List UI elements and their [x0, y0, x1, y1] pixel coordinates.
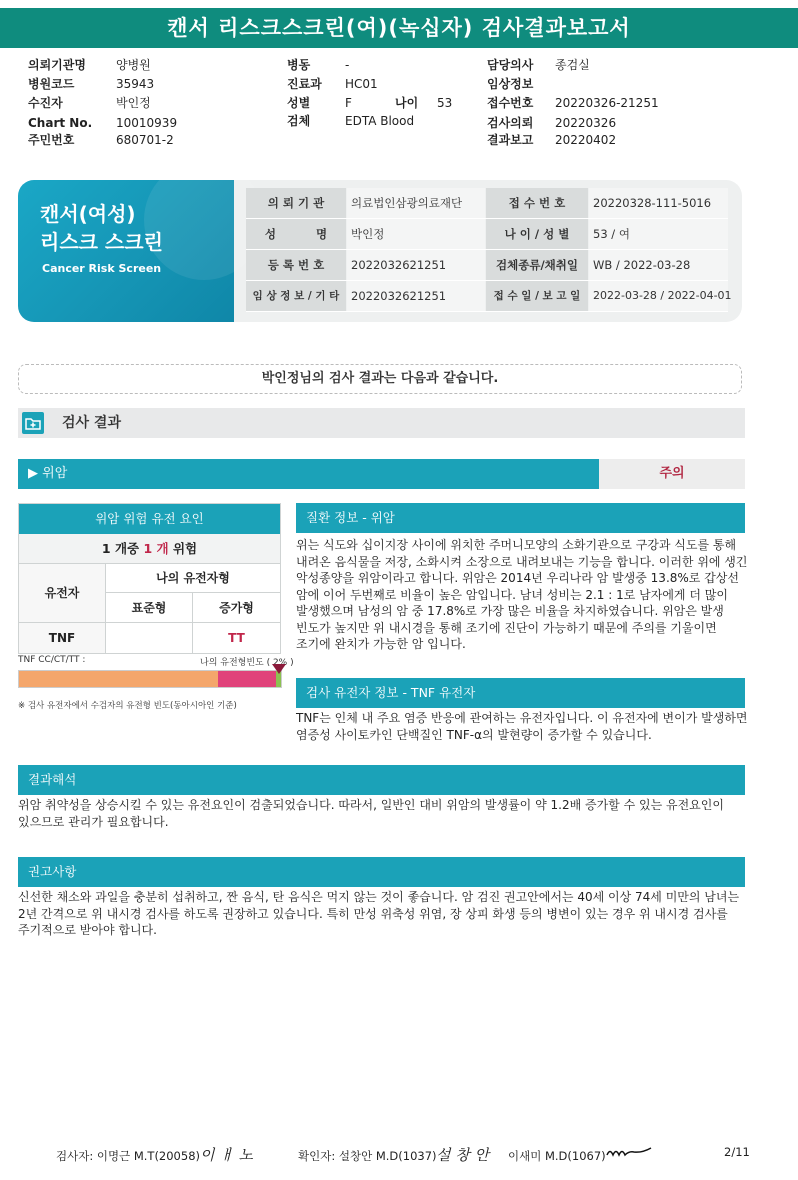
banner-title-line2: 리스크 스크린 — [40, 230, 163, 254]
standard-value-cell — [106, 623, 193, 653]
header-value: 20220326 — [555, 116, 617, 130]
my-frequency-label: 나의 유전형빈도 ( 2% ) — [200, 658, 294, 668]
gene-count-value: 1 개 — [143, 541, 169, 556]
banner-key: 검체종류/채취일 — [486, 250, 588, 280]
frequency-bar — [18, 670, 282, 688]
banner-value: 2022032621251 — [347, 281, 485, 311]
header-label: 담당의사 — [487, 58, 534, 72]
header-label: 진료과 — [287, 77, 322, 91]
summary-box: 박인정님의 검사 결과는 다음과 같습니다. — [18, 364, 742, 394]
frequency-note: ※ 검사 유전자에서 수검자의 유전형 빈도(동아시아인 기준) — [18, 701, 237, 711]
header-value: - — [345, 58, 350, 72]
gene-info-header: 검사 유전자 정보 - TNF 유전자 — [296, 678, 745, 708]
banner-subtitle: Cancer Risk Screen — [42, 262, 162, 275]
banner-key: 임 상 정 보 / 기 타 — [246, 281, 346, 311]
recommendation-header: 권고사항 — [18, 857, 745, 887]
cancer-name-bar: ▶ 위암 — [18, 459, 599, 489]
disease-line: 암에 이어 두번째로 비율이 높은 암입니다. 남녀 성비는 2.1 : 1로 남자에게 더 많이 — [296, 587, 728, 602]
interpretation-header: 결과해석 — [18, 765, 745, 795]
recommendation-text — [18, 889, 753, 939]
header-col2 — [287, 56, 487, 136]
recommendation-line: 2년 간격으로 위 내시경 검사를 하도록 권장하고 있습니다. 특히 만성 위축성 위염, 장 상피 화생 등의 병변이 있는 경우 위 내시경 검사를 — [18, 906, 728, 921]
interpretation-text — [18, 797, 753, 830]
header-label: 결과보고 — [487, 133, 534, 147]
col-standard-header: 표준형 — [106, 593, 193, 623]
gene-table-title: 위암 위험 유전 요인 — [19, 504, 280, 534]
header-col1 — [28, 56, 228, 148]
gene-risk-table — [18, 503, 281, 654]
frequency-segment-cc — [19, 671, 218, 687]
gene-info-line: 염증성 사이토카인 단백질인 TNF-α의 발현량이 증가할 수 있습니다. — [296, 727, 652, 742]
header-label: 검체 — [287, 114, 311, 128]
disease-info-header: 질환 정보 - 위암 — [296, 503, 745, 533]
header-value: HC01 — [345, 77, 378, 91]
section-title: 검사 결과 — [62, 415, 121, 431]
banner-key: 등 록 번 호 — [246, 250, 346, 280]
gene-count — [19, 534, 280, 564]
banner-brand — [18, 180, 234, 322]
folder-plus-icon — [22, 412, 44, 434]
gene-info-text — [296, 710, 756, 743]
disease-line: 내려온 음식물을 저장, 소화시켜 소장으로 내려보내는 기능을 합니다. 이러한 위에 생긴 — [296, 554, 748, 569]
disease-line: 빈도가 높지만 위 내시경을 통해 조기에 진단이 가능하기 때문에 주의를 기울이면 — [296, 620, 717, 635]
header-value: 35943 — [116, 77, 155, 91]
frequency-marker-icon — [272, 664, 286, 674]
disease-line: 조기에 완치가 가능한 암 입니다. — [296, 637, 466, 651]
disease-line: 위는 식도와 십이지장 사이에 위치한 주머니모양의 소화기관으로 구강과 식도를 통해 — [296, 538, 737, 552]
banner-value: 박인정 — [347, 219, 485, 249]
header-label: 임상정보 — [487, 77, 534, 91]
header-value: EDTA Blood — [345, 114, 415, 128]
banner-key: 의 뢰 기 관 — [246, 188, 346, 218]
examiner-signature: 이 ㅐ 노 — [200, 1146, 254, 1164]
col-genotype-header: 나의 유전자형 — [106, 564, 280, 593]
banner-title-line1: 캔서(여성) — [40, 202, 136, 226]
header-label: 주민번호 — [28, 133, 75, 147]
header-label: Chart No. — [28, 116, 93, 130]
banner-key: 접 수 일 / 보 고 일 — [486, 281, 588, 311]
banner-key: 성 명 — [246, 219, 346, 249]
banner-row — [246, 281, 732, 312]
banner-value: 53 / 여 — [589, 219, 728, 249]
banner-row — [246, 188, 728, 219]
header-value: 20220402 — [555, 133, 617, 147]
banner-value: 의료법인삼광의료재단 — [347, 188, 485, 218]
cancer-status: 주의 — [599, 459, 745, 489]
col-gene-header: 유전자 — [19, 564, 106, 623]
banner-value: 2022032621251 — [347, 250, 485, 280]
col-increase-header: 증가형 — [193, 593, 280, 623]
header-label: 수진자 — [28, 96, 63, 110]
frequency-label: TNF CC/CT/TT : — [18, 655, 86, 665]
gene-count-suffix: 위험 — [172, 541, 198, 556]
banner-value: 20220328-111-5016 — [589, 188, 728, 218]
gene-count-prefix: 1 개중 — [101, 541, 140, 556]
banner-value: WB / 2022-03-28 — [589, 250, 728, 280]
header-value: 680701-2 — [116, 133, 174, 147]
banner-key: 나 이 / 성 별 — [486, 219, 588, 249]
disease-line: 악성종양을 위암이라고 합니다. 위암은 2014년 우리나라 암 발생중 13.8%로 갑상선 — [296, 571, 739, 585]
header-value: 종검실 — [555, 58, 590, 72]
header-value: 양병원 — [116, 58, 151, 72]
confirmer2: 이새미 M.D(1067) — [508, 1149, 606, 1163]
header-value: 박인정 — [116, 96, 151, 110]
confirmer-signature: 설 창 안 — [436, 1146, 490, 1164]
recommendation-line: 주기적으로 받아야 합니다. — [18, 923, 157, 937]
info-banner — [18, 180, 742, 322]
header-label: 병원코드 — [28, 77, 75, 91]
header-label: 성별 — [287, 96, 311, 110]
gene-name-cell: TNF — [19, 623, 106, 653]
interpretation-line: 있으므로 관리가 필요합니다. — [18, 814, 169, 829]
confirmer: 확인자: 설창안 M.D(1037) — [298, 1149, 437, 1163]
banner-row — [246, 250, 728, 281]
disease-line: 발생했으며 남성의 암 중 17.8%로 가장 많은 비율을 차지하였습니다. 위암은 발생 — [296, 604, 724, 618]
header-value: 10010939 — [116, 116, 178, 130]
header-label: 접수번호 — [487, 96, 534, 110]
examiner: 검사자: 이명근 M.T(20058) — [56, 1149, 200, 1163]
header-value: F — [345, 96, 352, 110]
disease-info-text — [296, 537, 756, 653]
recommendation-line: 신선한 채소와 과일을 충분히 섭취하고, 짠 음식, 탄 음식은 먹지 않는 것이 좋습니다. 암 검진 권고안에서는 40세 이상 74세 미만의 남녀는 — [18, 890, 740, 904]
header-label: 병동 — [287, 58, 311, 72]
report-title: 캔서 리스크스크린(여)(녹십자) 검사결과보고서 — [0, 8, 798, 48]
increase-value-cell: TT — [228, 631, 245, 645]
gene-grid — [19, 564, 280, 653]
banner-key: 접 수 번 호 — [486, 188, 588, 218]
banner-value: 2022-03-28 / 2022-04-01 — [589, 281, 728, 311]
interpretation-line: 위암 취약성을 상승시킬 수 있는 유전요인이 검출되었습니다. 따라서, 일반인 대비 위암의 발생률이 약 1.2배 증가할 수 있는 유전요인이 — [18, 798, 724, 812]
banner-row — [246, 219, 728, 250]
age-label: 나이 — [395, 96, 419, 110]
section-header — [18, 408, 745, 438]
banner-table — [246, 188, 732, 312]
frequency-segment-ct — [218, 671, 276, 687]
header-label: 검사의뢰 — [487, 116, 534, 130]
header-label: 의뢰기관명 — [28, 58, 86, 72]
gene-info-line: TNF는 인체 내 주요 염증 반응에 관여하는 유전자입니다. 이 유전자에 변이가 발생하면 — [296, 711, 748, 725]
header-col3 — [487, 56, 687, 148]
age-value: 53 — [437, 96, 453, 110]
confirmer2-signature — [606, 1146, 652, 1163]
header-value: 20220326-21251 — [555, 96, 659, 110]
page-number: 2/11 — [724, 1145, 750, 1159]
